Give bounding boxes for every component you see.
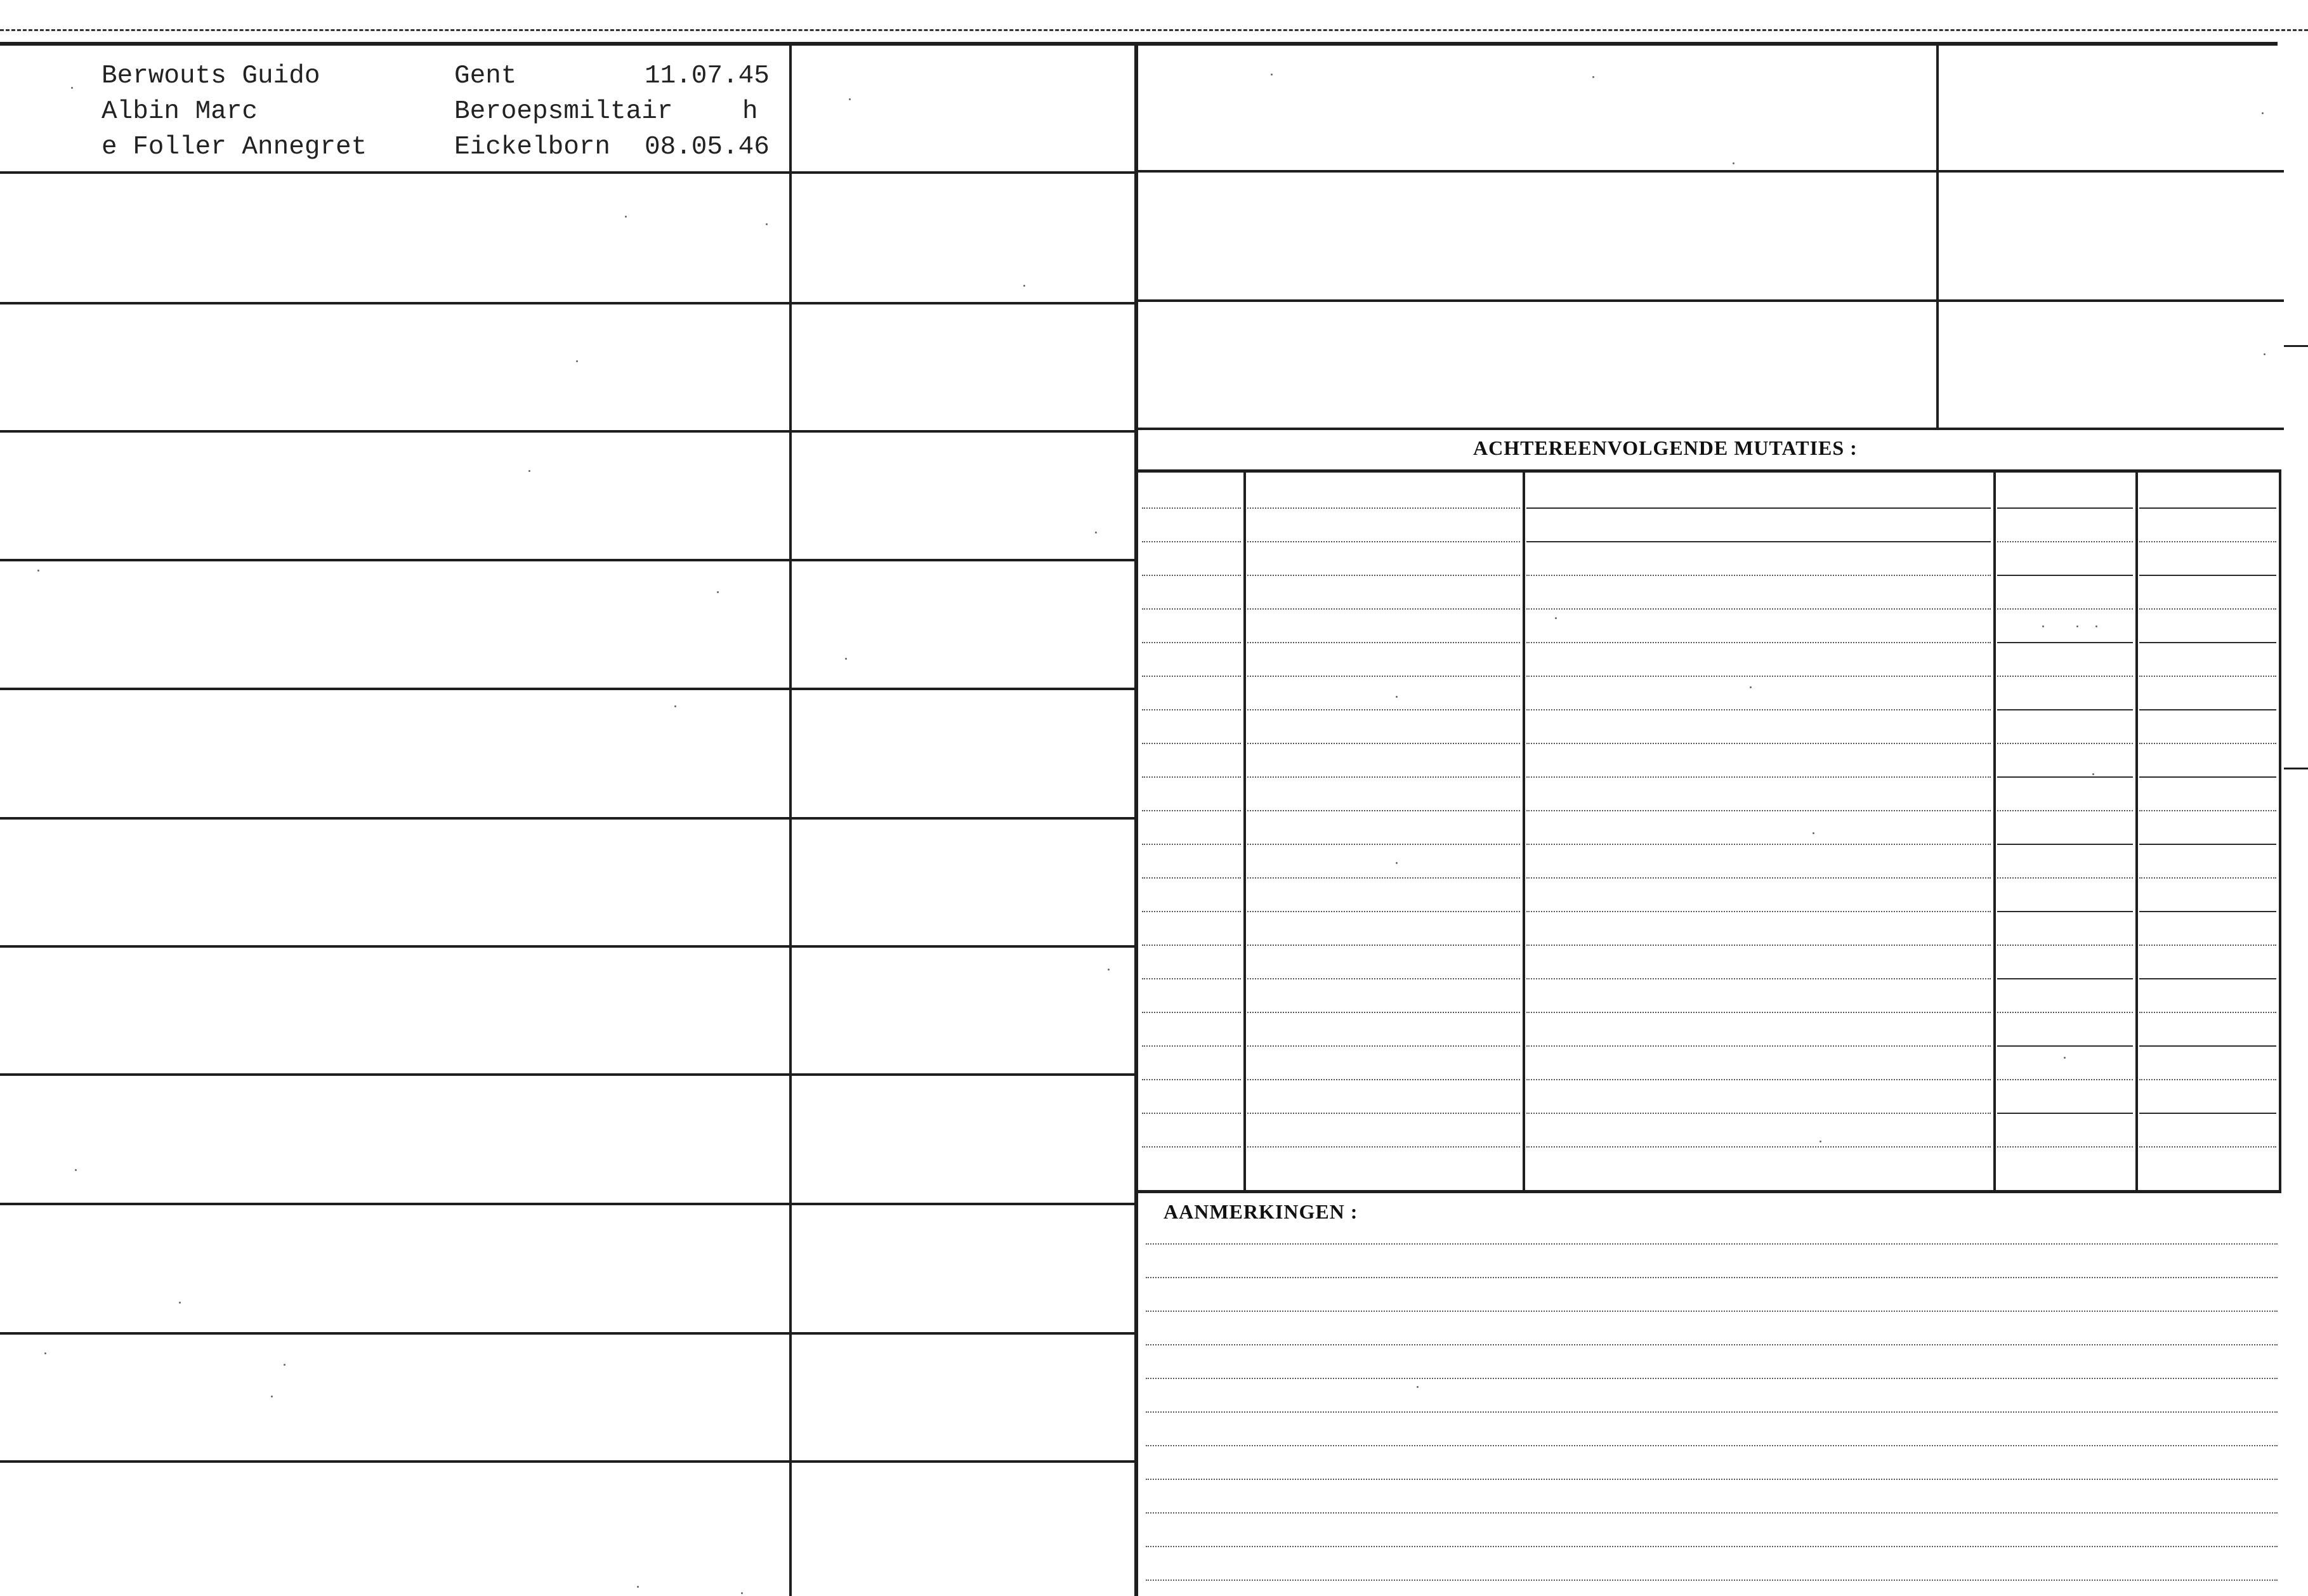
mutations-ruled-line: [2139, 844, 2276, 845]
left-column-divider: [789, 42, 792, 1596]
mutations-ruled-line: [2139, 541, 2276, 542]
scan-speck: [1813, 832, 1814, 834]
scan-speck: [1396, 862, 1398, 864]
mutations-col-divider: [1993, 469, 1996, 1191]
scan-speck: [1108, 969, 1110, 971]
mutations-ruled-line: [1526, 1113, 1991, 1114]
scan-speck: [284, 1364, 285, 1366]
mutations-ruled-line: [1526, 978, 1991, 979]
mutations-ruled-line: [1997, 676, 2133, 677]
mutations-ruled-line: [1247, 676, 1520, 677]
mutations-ruled-line: [2139, 743, 2276, 744]
mutations-ruled-line: [1247, 642, 1520, 643]
mutations-ruled-line: [1247, 1012, 1520, 1013]
mutations-ruled-line: [1526, 877, 1991, 879]
mutations-ruled-line: [1247, 945, 1520, 946]
mutations-ruled-line: [1526, 709, 1991, 710]
entry-date: 08.05.46: [645, 133, 770, 162]
scan-speck: [37, 570, 39, 572]
left-row-rule: [0, 1203, 1136, 1205]
scan-speck: [1733, 162, 1734, 164]
mutations-ruled-line: [2139, 709, 2276, 710]
mutations-ruled-line: [1526, 1012, 1991, 1013]
mutations-ruled-line: [1142, 1113, 1241, 1114]
mutations-ruled-line: [1142, 676, 1241, 677]
mutations-ruled-line: [1142, 709, 1241, 710]
left-row-rule: [0, 559, 1136, 561]
mutations-ruled-line: [1142, 507, 1241, 509]
mutations-col-divider: [1243, 469, 1246, 1191]
scan-speck: [528, 470, 530, 472]
remarks-ruled-line: [1146, 1411, 2278, 1413]
mutations-ruled-line: [1526, 608, 1991, 610]
remarks-ruled-line: [1146, 1580, 2278, 1581]
mutations-ruled-line: [2139, 1045, 2276, 1047]
mutations-ruled-line: [1247, 877, 1520, 879]
mutations-ruled-line: [1526, 1045, 1991, 1047]
mutations-ruled-line: [1997, 1113, 2133, 1114]
remarks-ruled-line: [1146, 1479, 2278, 1480]
mutations-ruled-line: [1247, 776, 1520, 778]
scan-speck: [271, 1396, 273, 1397]
mutations-ruled-line: [1526, 911, 1991, 912]
scan-speck: [1271, 74, 1273, 75]
mutations-ruled-line: [1247, 608, 1520, 610]
mutations-ruled-line: [2139, 911, 2276, 912]
mutations-table-bottom: [1138, 1190, 2281, 1193]
mutations-ruled-line: [1997, 978, 2133, 979]
entry-place: Beroepsmiltair: [454, 97, 673, 126]
remarks-ruled-line: [1146, 1378, 2278, 1379]
mutations-ruled-line: [1997, 608, 2133, 610]
mutations-ruled-line: [1997, 642, 2133, 643]
mutations-ruled-line: [1247, 541, 1520, 542]
entry-date: 11.07.45: [645, 62, 770, 91]
scan-speck: [1555, 617, 1557, 619]
main-column-divider: [1134, 42, 1138, 1596]
scan-speck: [2262, 112, 2264, 114]
scan-speck: [75, 1169, 77, 1171]
mutations-ruled-line: [1142, 978, 1241, 979]
remarks-ruled-line: [1146, 1311, 2278, 1312]
mutations-ruled-line: [1526, 507, 1991, 509]
mutations-ruled-line: [1142, 1045, 1241, 1047]
scan-speck: [1095, 532, 1097, 533]
mutations-ruled-line: [1997, 844, 2133, 845]
mutations-ruled-line: [1142, 945, 1241, 946]
mutations-ruled-line: [1526, 743, 1991, 744]
mutations-ruled-line: [1526, 1079, 1991, 1080]
scan-speck: [637, 1586, 639, 1588]
mutations-ruled-line: [1247, 709, 1520, 710]
left-row-rule: [0, 171, 1136, 174]
mutations-ruled-line: [1247, 1146, 1520, 1148]
mutations-ruled-line: [1997, 743, 2133, 744]
left-row-rule: [0, 688, 1136, 690]
mutations-ruled-line: [1142, 642, 1241, 643]
mutations-ruled-line: [2139, 575, 2276, 576]
scan-speck: [1023, 285, 1025, 287]
mutations-ruled-line: [1142, 608, 1241, 610]
mutations-ruled-line: [1997, 945, 2133, 946]
mutations-ruled-line: [1526, 575, 1991, 576]
entry-place: Gent: [454, 62, 517, 91]
mutations-ruled-line: [1997, 507, 2133, 509]
mutations-ruled-line: [1247, 911, 1520, 912]
mutations-ruled-line: [2139, 877, 2276, 879]
scan-speck: [1592, 76, 1594, 78]
mutations-ruled-line: [2139, 776, 2276, 778]
mutations-ruled-line: [1997, 541, 2133, 542]
scan-speck: [179, 1302, 181, 1304]
mutations-ruled-line: [1142, 575, 1241, 576]
left-row-rule: [0, 945, 1136, 948]
remarks-ruled-line: [1146, 1344, 2278, 1345]
mutations-heading: ACHTEREENVOLGENDE MUTATIES :: [1473, 436, 1858, 459]
mutations-ruled-line: [1997, 776, 2133, 778]
remarks-ruled-line: [1146, 1512, 2278, 1514]
right-top-vertical: [1936, 42, 1939, 430]
mutations-table-top: [1138, 469, 2281, 473]
scan-speck: [2095, 625, 2097, 627]
scan-speck: [2264, 353, 2265, 355]
mutations-ruled-line: [1142, 1146, 1241, 1148]
scan-speck: [849, 98, 851, 100]
scan-speck: [766, 223, 768, 225]
remarks-heading: AANMERKINGEN :: [1164, 1200, 1358, 1223]
scan-speck: [845, 658, 847, 660]
left-row-rule: [0, 1332, 1136, 1335]
remarks-ruled-line: [1146, 1277, 2278, 1278]
scan-speck: [2076, 625, 2078, 627]
mutations-ruled-line: [1997, 1079, 2133, 1080]
mutations-ruled-line: [1247, 978, 1520, 979]
left-row-rule: [0, 302, 1136, 304]
mutations-ruled-line: [1142, 1079, 1241, 1080]
mutations-col-divider: [2135, 469, 2138, 1191]
right-top-rule: [1138, 170, 2284, 173]
mutations-ruled-line: [2139, 1146, 2276, 1148]
entry-name: e Foller Annegret: [102, 133, 367, 162]
scan-speck: [717, 591, 719, 593]
mutations-ruled-line: [1997, 709, 2133, 710]
scan-speck: [71, 87, 73, 89]
mutations-ruled-line: [1247, 1045, 1520, 1047]
mutations-ruled-line: [1142, 743, 1241, 744]
mutations-ruled-line: [1247, 1113, 1520, 1114]
remarks-ruled-line: [1146, 1546, 2278, 1547]
mutations-ruled-line: [1526, 1146, 1991, 1148]
mutations-ruled-line: [1247, 575, 1520, 576]
mutations-ruled-line: [1526, 541, 1991, 542]
scan-speck: [2042, 625, 2044, 627]
scan-speck: [2064, 1057, 2066, 1059]
mutations-ruled-line: [1526, 810, 1991, 811]
mutations-ruled-line: [1247, 844, 1520, 845]
right-top-rule: [1138, 299, 2284, 302]
scan-speck: [625, 216, 627, 218]
scan-speck: [2092, 773, 2094, 775]
margin-tick: [2284, 345, 2308, 347]
mutations-ruled-line: [1142, 1012, 1241, 1013]
mutations-ruled-line: [2139, 1079, 2276, 1080]
mutations-ruled-line: [1526, 676, 1991, 677]
left-row-rule: [0, 430, 1136, 433]
mutations-ruled-line: [1997, 1146, 2133, 1148]
left-row-rule: [0, 1073, 1136, 1076]
mutations-ruled-line: [1997, 1012, 2133, 1013]
scan-speck: [44, 1352, 46, 1354]
entry-name: Berwouts Guido: [102, 62, 320, 91]
mutations-ruled-line: [1997, 911, 2133, 912]
right-top-rule: [1138, 428, 2284, 430]
mutations-ruled-line: [1247, 1079, 1520, 1080]
scan-speck: [576, 360, 578, 362]
mutations-ruled-line: [1247, 507, 1520, 509]
mutations-ruled-line: [1997, 810, 2133, 811]
mutations-ruled-line: [2139, 1012, 2276, 1013]
remarks-ruled-line: [1146, 1243, 2278, 1245]
mutations-ruled-line: [1997, 575, 2133, 576]
top-dashed-border: [0, 29, 2308, 31]
remarks-ruled-line: [1146, 1445, 2278, 1446]
mutations-ruled-line: [2139, 507, 2276, 509]
mutations-ruled-line: [2139, 1113, 2276, 1114]
mutations-ruled-line: [2139, 978, 2276, 979]
entry-date: h: [742, 97, 758, 126]
margin-tick: [2284, 768, 2308, 769]
mutations-ruled-line: [2139, 945, 2276, 946]
scan-speck: [1396, 696, 1398, 698]
mutations-ruled-line: [1142, 844, 1241, 845]
scan-speck: [1750, 686, 1752, 688]
mutations-ruled-line: [2139, 676, 2276, 677]
mutations-col-divider: [2279, 469, 2281, 1191]
scan-speck: [674, 705, 676, 707]
mutations-ruled-line: [2139, 642, 2276, 643]
mutations-ruled-line: [1142, 776, 1241, 778]
scan-speck: [741, 1592, 743, 1594]
mutations-ruled-line: [2139, 608, 2276, 610]
mutations-ruled-line: [1997, 877, 2133, 879]
mutations-ruled-line: [1526, 844, 1991, 845]
mutations-ruled-line: [1247, 743, 1520, 744]
left-row-rule: [0, 817, 1136, 820]
mutations-ruled-line: [1142, 810, 1241, 811]
mutations-ruled-line: [1142, 541, 1241, 542]
mutations-ruled-line: [1142, 911, 1241, 912]
mutations-ruled-line: [2139, 810, 2276, 811]
mutations-ruled-line: [1526, 776, 1991, 778]
entry-name: Albin Marc: [102, 97, 258, 126]
scan-speck: [1417, 1386, 1419, 1388]
mutations-ruled-line: [1142, 877, 1241, 879]
mutations-ruled-line: [1526, 642, 1991, 643]
scan-speck: [1820, 1141, 1821, 1142]
mutations-col-divider: [1523, 469, 1525, 1191]
entry-place: Eickelborn: [454, 133, 611, 162]
mutations-ruled-line: [1526, 945, 1991, 946]
left-row-rule: [0, 1460, 1136, 1463]
mutations-ruled-line: [1997, 1045, 2133, 1047]
mutations-ruled-line: [1247, 810, 1520, 811]
